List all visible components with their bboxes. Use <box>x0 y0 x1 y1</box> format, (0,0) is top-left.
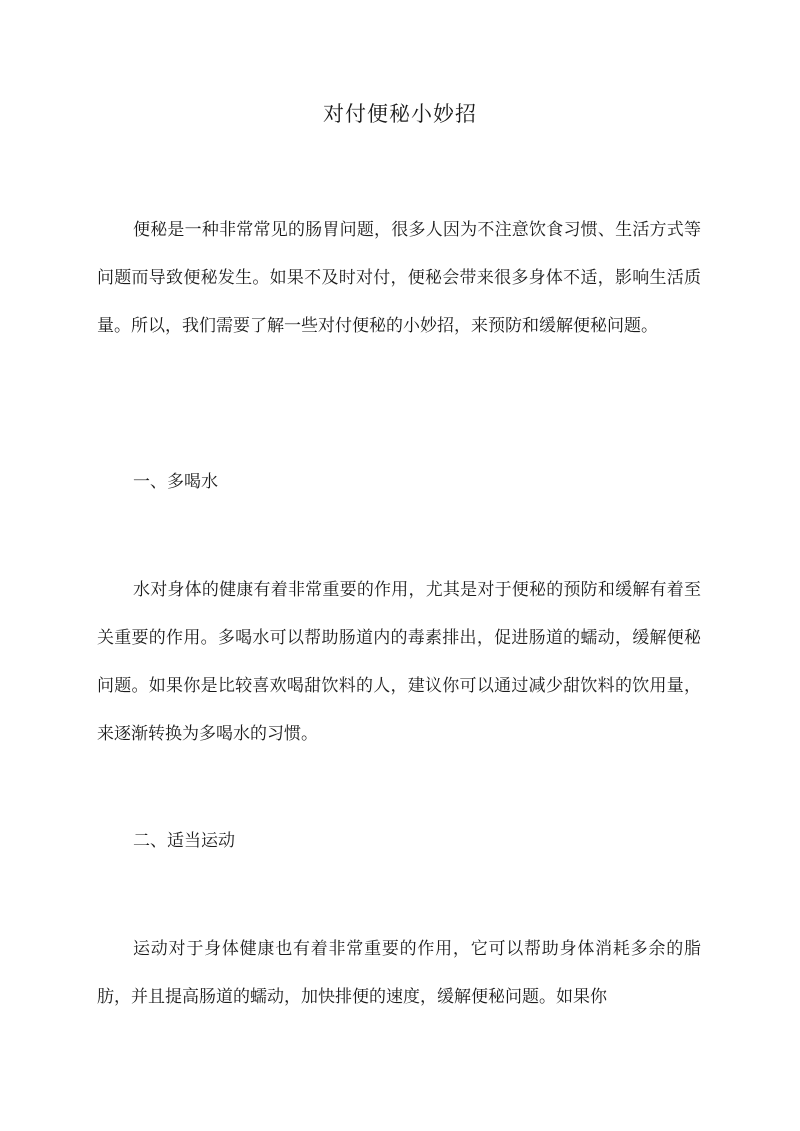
intro-paragraph: 便秘是一种非常常见的肠胃问题，很多人因为不注意饮食习惯、生活方式等问题而导致便秘发生。如果不及时对付，便秘会带来很多身体不适，影响生活质量。所以，我们需要了解一些对付便秘的小妙招，来预防和缓解便秘问题。 <box>97 220 701 336</box>
section-heading-exercise: 二、适当运动 <box>133 831 235 851</box>
section-heading-drink-water: 一、多喝水 <box>133 472 218 492</box>
section-body-drink-water: 水对身体的健康有着非常重要的作用，尤其是对于便秘的预防和缓解有着至关重要的作用。多喝水可以帮助肠道内的毒素排出，促进肠道的蠕动，缓解便秘问题。如果你是比较喜欢喝甜饮料的人，建议你可以通过减少甜饮料的饮用量，来逐渐转换为多喝水的习惯。 <box>97 580 701 744</box>
document-title: 对付便秘小妙招 <box>323 102 477 126</box>
section-body-exercise: 运动对于身体健康也有着非常重要的作用，它可以帮助身体消耗多余的脂肪，并且提高肠道的蠕动，加快排便的速度，缓解便秘问题。如果你 <box>97 939 701 1007</box>
